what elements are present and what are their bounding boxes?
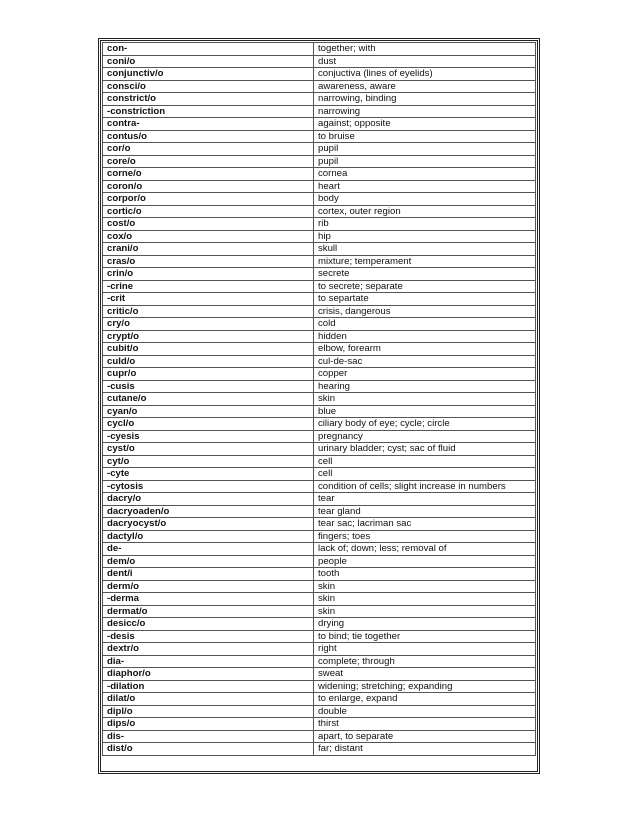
- definition-cell: blue: [314, 405, 536, 418]
- term-cell: -cyte: [103, 468, 314, 481]
- term-cell: de-: [103, 543, 314, 556]
- term-cell: dextr/o: [103, 643, 314, 656]
- definition-cell: skin: [314, 605, 536, 618]
- table-row: [103, 680, 536, 693]
- table-row: [103, 118, 536, 131]
- term-cell: cost/o: [103, 218, 314, 231]
- table-row: [103, 155, 536, 168]
- definition-cell: pregnancy: [314, 430, 536, 443]
- table-row: [103, 318, 536, 331]
- definition-cell: skull: [314, 243, 536, 256]
- table-row: [103, 468, 536, 481]
- definition-cell: skin: [314, 393, 536, 406]
- definition-cell: to bind; tie together: [314, 630, 536, 643]
- term-cell: dipl/o: [103, 705, 314, 718]
- term-cell: dacryoaden/o: [103, 505, 314, 518]
- term-cell: consci/o: [103, 80, 314, 93]
- table-row: [103, 105, 536, 118]
- definition-cell: together; with: [314, 43, 536, 56]
- term-cell: corpor/o: [103, 193, 314, 206]
- table-row: [103, 355, 536, 368]
- term-cell: cyan/o: [103, 405, 314, 418]
- definition-cell: pupil: [314, 143, 536, 156]
- definition-cell: hip: [314, 230, 536, 243]
- table-row: [103, 718, 536, 731]
- term-cell: contus/o: [103, 130, 314, 143]
- definition-cell: conjuctiva (lines of eyelids): [314, 68, 536, 81]
- table-row: [103, 143, 536, 156]
- term-cell: dips/o: [103, 718, 314, 731]
- term-cell: cubit/o: [103, 343, 314, 356]
- term-cell: crypt/o: [103, 330, 314, 343]
- term-cell: cyst/o: [103, 443, 314, 456]
- table-row: [103, 268, 536, 281]
- table-row: [103, 543, 536, 556]
- table-row: [103, 643, 536, 656]
- table-row: [103, 668, 536, 681]
- definition-cell: awareness, aware: [314, 80, 536, 93]
- term-cell: dem/o: [103, 555, 314, 568]
- term-cell: coron/o: [103, 180, 314, 193]
- glossary-table: [102, 42, 536, 756]
- table-row: [103, 68, 536, 81]
- table-row: [103, 593, 536, 606]
- table-row: [103, 368, 536, 381]
- glossary-table-frame: [98, 38, 540, 774]
- table-row: [103, 280, 536, 293]
- term-cell: -crine: [103, 280, 314, 293]
- table-row: [103, 293, 536, 306]
- term-cell: crani/o: [103, 243, 314, 256]
- table-row: [103, 418, 536, 431]
- table-row: [103, 618, 536, 631]
- definition-cell: to bruise: [314, 130, 536, 143]
- table-row: [103, 730, 536, 743]
- definition-cell: dust: [314, 55, 536, 68]
- term-cell: cras/o: [103, 255, 314, 268]
- term-cell: dilat/o: [103, 693, 314, 706]
- definition-cell: tear: [314, 493, 536, 506]
- definition-cell: body: [314, 193, 536, 206]
- table-row: [103, 380, 536, 393]
- term-cell: dactyl/o: [103, 530, 314, 543]
- term-cell: con-: [103, 43, 314, 56]
- table-row: [103, 480, 536, 493]
- term-cell: core/o: [103, 155, 314, 168]
- table-row: [103, 630, 536, 643]
- term-cell: -crit: [103, 293, 314, 306]
- definition-cell: cold: [314, 318, 536, 331]
- term-cell: conjunctiv/o: [103, 68, 314, 81]
- definition-cell: people: [314, 555, 536, 568]
- table-row: [103, 43, 536, 56]
- term-cell: -cyesis: [103, 430, 314, 443]
- definition-cell: drying: [314, 618, 536, 631]
- table-row: [103, 255, 536, 268]
- definition-cell: against; opposite: [314, 118, 536, 131]
- term-cell: dis-: [103, 730, 314, 743]
- table-row: [103, 580, 536, 593]
- term-cell: crin/o: [103, 268, 314, 281]
- definition-cell: copper: [314, 368, 536, 381]
- definition-cell: skin: [314, 580, 536, 593]
- term-cell: dacry/o: [103, 493, 314, 506]
- definition-cell: hearing: [314, 380, 536, 393]
- table-row: [103, 130, 536, 143]
- term-cell: cutane/o: [103, 393, 314, 406]
- definition-cell: rib: [314, 218, 536, 231]
- table-row: [103, 655, 536, 668]
- definition-cell: crisis, dangerous: [314, 305, 536, 318]
- definition-cell: complete; through: [314, 655, 536, 668]
- term-cell: cor/o: [103, 143, 314, 156]
- term-cell: -cytosis: [103, 480, 314, 493]
- term-cell: -cusis: [103, 380, 314, 393]
- definition-cell: cornea: [314, 168, 536, 181]
- term-cell: dia-: [103, 655, 314, 668]
- term-cell: coni/o: [103, 55, 314, 68]
- term-cell: constrict/o: [103, 93, 314, 106]
- table-row: [103, 218, 536, 231]
- term-cell: dist/o: [103, 743, 314, 756]
- table-row: [103, 518, 536, 531]
- definition-cell: tear sac; lacriman sac: [314, 518, 536, 531]
- table-row: [103, 205, 536, 218]
- definition-cell: tooth: [314, 568, 536, 581]
- definition-cell: widening; stretching; expanding: [314, 680, 536, 693]
- definition-cell: narrowing, binding: [314, 93, 536, 106]
- table-row: [103, 430, 536, 443]
- definition-cell: double: [314, 705, 536, 718]
- definition-cell: elbow, forearm: [314, 343, 536, 356]
- table-row: [103, 230, 536, 243]
- table-row: [103, 555, 536, 568]
- definition-cell: to secrete; separate: [314, 280, 536, 293]
- table-row: [103, 443, 536, 456]
- term-cell: dent/i: [103, 568, 314, 581]
- definition-cell: to separtate: [314, 293, 536, 306]
- term-cell: dacryocyst/o: [103, 518, 314, 531]
- definition-cell: hidden: [314, 330, 536, 343]
- term-cell: cyt/o: [103, 455, 314, 468]
- term-cell: derm/o: [103, 580, 314, 593]
- definition-cell: lack of; down; less; removal of: [314, 543, 536, 556]
- definition-cell: cell: [314, 468, 536, 481]
- definition-cell: condition of cells; slight increase in numbers: [314, 480, 536, 493]
- term-cell: -desis: [103, 630, 314, 643]
- term-cell: corne/o: [103, 168, 314, 181]
- glossary-table-body: [103, 43, 536, 756]
- table-row: [103, 530, 536, 543]
- definition-cell: right: [314, 643, 536, 656]
- term-cell: cry/o: [103, 318, 314, 331]
- definition-cell: narrowing: [314, 105, 536, 118]
- term-cell: dermat/o: [103, 605, 314, 618]
- table-row: [103, 393, 536, 406]
- definition-cell: cell: [314, 455, 536, 468]
- definition-cell: skin: [314, 593, 536, 606]
- definition-cell: thirst: [314, 718, 536, 731]
- table-row: [103, 168, 536, 181]
- definition-cell: apart, to separate: [314, 730, 536, 743]
- table-row: [103, 493, 536, 506]
- table-row: [103, 505, 536, 518]
- table-row: [103, 55, 536, 68]
- definition-cell: heart: [314, 180, 536, 193]
- term-cell: diaphor/o: [103, 668, 314, 681]
- term-cell: cortic/o: [103, 205, 314, 218]
- table-row: [103, 605, 536, 618]
- definition-cell: mixture; temperament: [314, 255, 536, 268]
- definition-cell: ciliary body of eye; cycle; circle: [314, 418, 536, 431]
- definition-cell: sweat: [314, 668, 536, 681]
- definition-cell: pupil: [314, 155, 536, 168]
- table-row: [103, 330, 536, 343]
- term-cell: cupr/o: [103, 368, 314, 381]
- definition-cell: cortex, outer region: [314, 205, 536, 218]
- term-cell: desicc/o: [103, 618, 314, 631]
- term-cell: culd/o: [103, 355, 314, 368]
- term-cell: -constriction: [103, 105, 314, 118]
- table-row: [103, 193, 536, 206]
- table-row: [103, 343, 536, 356]
- table-row: [103, 93, 536, 106]
- table-row: [103, 743, 536, 756]
- definition-cell: tear gland: [314, 505, 536, 518]
- term-cell: contra-: [103, 118, 314, 131]
- definition-cell: secrete: [314, 268, 536, 281]
- table-row: [103, 455, 536, 468]
- table-row: [103, 693, 536, 706]
- term-cell: cycl/o: [103, 418, 314, 431]
- definition-cell: fingers; toes: [314, 530, 536, 543]
- term-cell: cox/o: [103, 230, 314, 243]
- table-row: [103, 243, 536, 256]
- term-cell: critic/o: [103, 305, 314, 318]
- table-row: [103, 305, 536, 318]
- definition-cell: urinary bladder; cyst; sac of fluid: [314, 443, 536, 456]
- definition-cell: far; distant: [314, 743, 536, 756]
- table-row: [103, 80, 536, 93]
- definition-cell: to enlarge, expand: [314, 693, 536, 706]
- term-cell: -derma: [103, 593, 314, 606]
- table-row: [103, 180, 536, 193]
- term-cell: -dilation: [103, 680, 314, 693]
- table-row: [103, 705, 536, 718]
- definition-cell: cul-de-sac: [314, 355, 536, 368]
- table-row: [103, 405, 536, 418]
- table-row: [103, 568, 536, 581]
